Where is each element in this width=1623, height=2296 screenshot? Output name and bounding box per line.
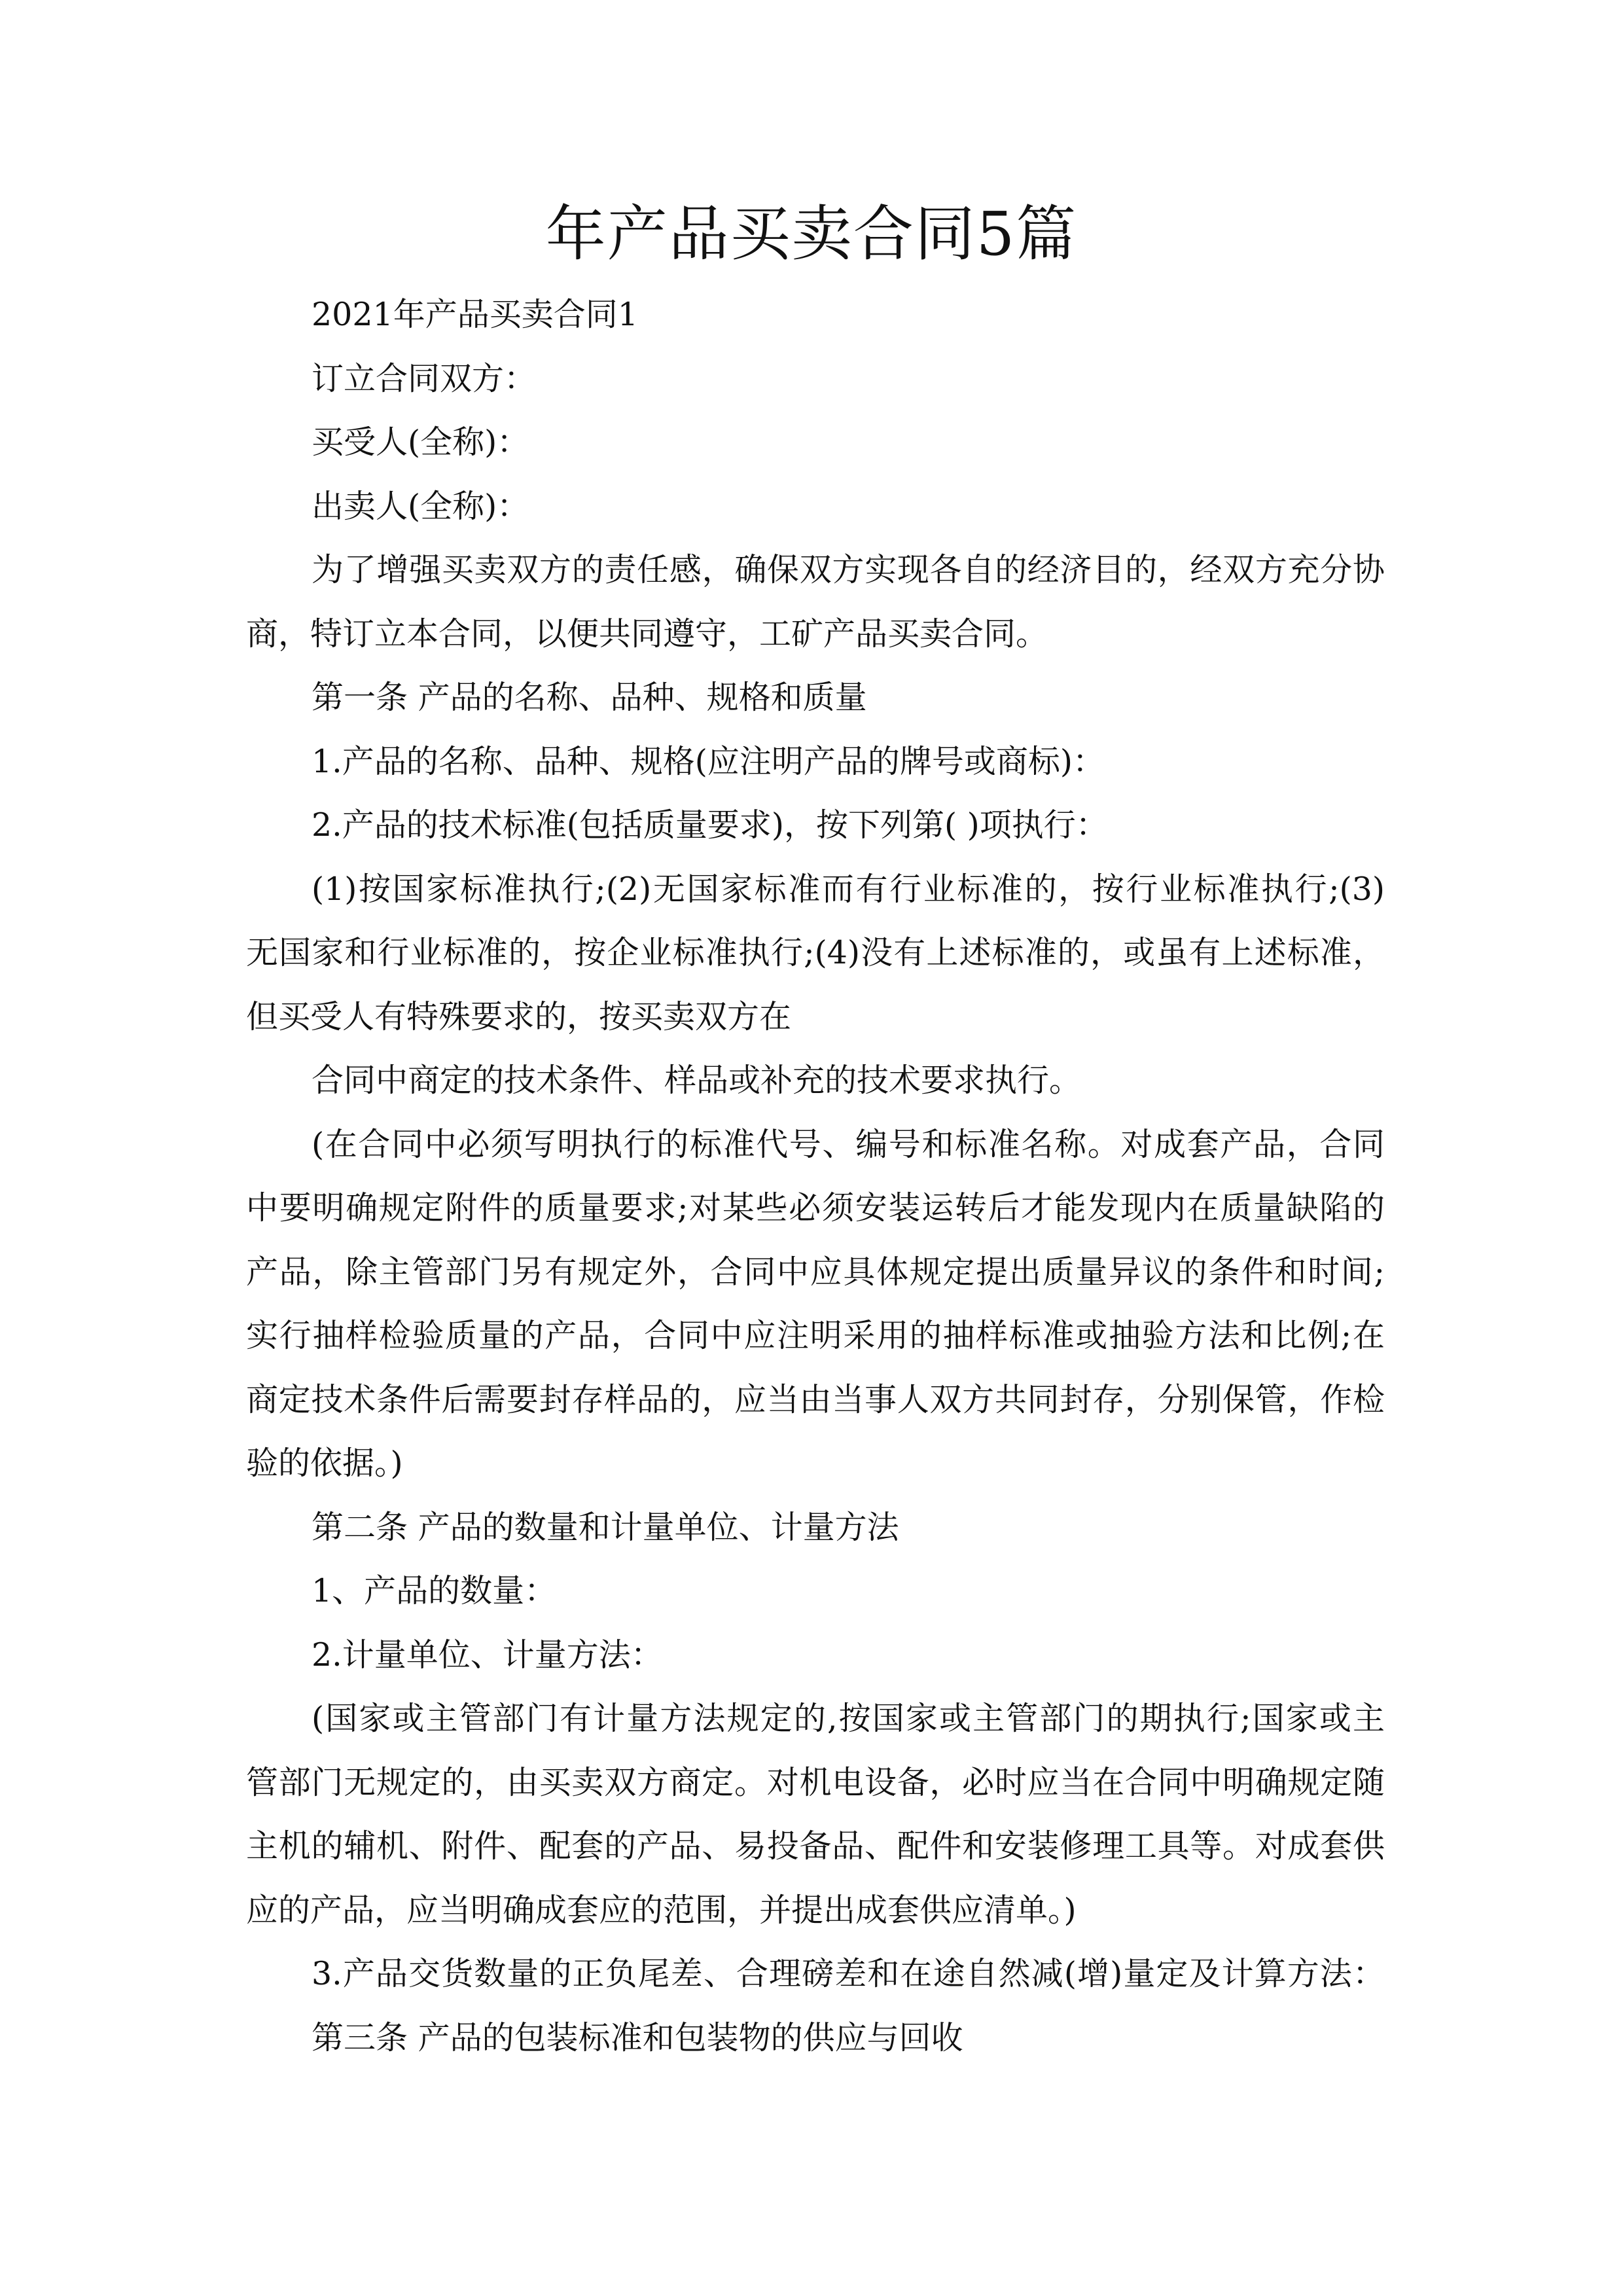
text-line: (国家或主管部门有计量方法规定的,按国家或主管部门的期执行;国家或主 bbox=[312, 1700, 1385, 1737]
text-line: 产品，除主管部门另有规定外，合同中应具体规定提出质量异议的条件和时间; bbox=[246, 1253, 1385, 1291]
text-line: 1.产品的名称、品种、规格(应注明产品的牌号或商标)： bbox=[312, 742, 1105, 780]
text-line: 主机的辅机、附件、配套的产品、易投备品、配件和安装修理工具等。对成套供 bbox=[246, 1827, 1385, 1865]
text-line: 商定技术条件后需要封存样品的，应当由当事人双方共同封存，分别保管，作检 bbox=[246, 1380, 1385, 1418]
text-line: 验的依据。) bbox=[246, 1444, 403, 1482]
text-line: 出卖人(全称)： bbox=[312, 487, 529, 525]
text-line: 管部门无规定的，由买卖双方商定。对机电设备，必时应当在合同中明确规定随 bbox=[246, 1763, 1385, 1801]
document-title: 年产品买卖合同5篇 bbox=[545, 199, 1078, 269]
text-line: (1)按国家标准执行;(2)无国家标准而有行业标准的，按行业标准执行;(3) bbox=[312, 870, 1385, 908]
text-line: 第二条 产品的数量和计量单位、计量方法 bbox=[312, 1508, 899, 1546]
text-line: 第一条 产品的名称、品种、规格和质量 bbox=[312, 679, 867, 716]
text-line: 2021年产品买卖合同1 bbox=[312, 296, 638, 333]
text-line: 中要明确规定附件的质量要求;对某些必须安装运转后才能发现内在质量缺陷的 bbox=[246, 1189, 1385, 1227]
text-line: 2.产品的技术标准(包括质量要求)，按下列第( )项执行： bbox=[312, 806, 1108, 844]
document-body bbox=[246, 283, 1385, 2070]
text-line: 合同中商定的技术条件、样品或补充的技术要求执行。 bbox=[312, 1062, 1082, 1099]
text-line: 买受人(全称)： bbox=[312, 423, 529, 461]
text-line: 2.计量单位、计量方法： bbox=[312, 1636, 663, 1674]
text-line: 为了增强买卖双方的责任感，确保双方实现各自的经济目的，经双方充分协 bbox=[312, 551, 1385, 588]
text-line: 第三条 产品的包装标准和包装物的供应与回收 bbox=[312, 2018, 963, 2056]
text-line: 但买受人有特殊要求的，按买卖双方在 bbox=[246, 997, 792, 1035]
text-line: 1、产品的数量： bbox=[312, 1572, 557, 1609]
text-line: 订立合同双方： bbox=[312, 359, 537, 397]
text-line: 实行抽样检验质量的产品，合同中应注明采用的抽样标准或抽验方法和比例;在 bbox=[246, 1317, 1385, 1354]
text-line: 3.产品交货数量的正负尾差、合理磅差和在途自然减(增)量定及计算方法： bbox=[312, 1955, 1385, 1992]
text-line: (在合同中必须写明执行的标准代号、编号和标准名称。对成套产品，合同 bbox=[312, 1125, 1385, 1163]
text-line: 应的产品，应当明确成套应的范围，并提出成套供应清单。) bbox=[246, 1891, 1077, 1929]
text-line: 无国家和行业标准的，按企业标准执行;(4)没有上述标准的，或虽有上述标准， bbox=[246, 934, 1385, 971]
text-line: 商，特订立本合同，以便共同遵守，工矿产品买卖合同。 bbox=[246, 615, 1048, 653]
